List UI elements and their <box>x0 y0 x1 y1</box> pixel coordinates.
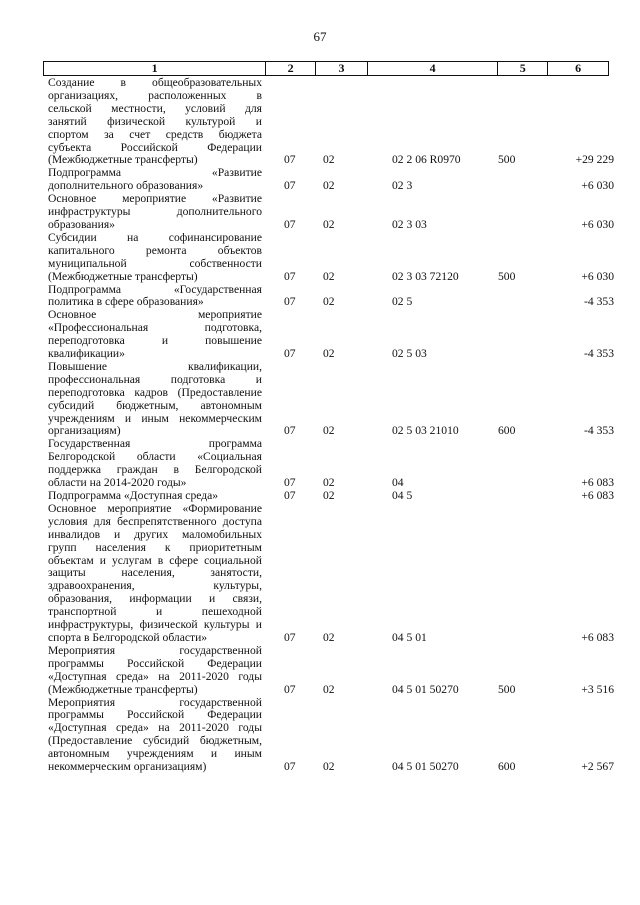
row-subsection: 02 <box>323 347 335 361</box>
header-col-2: 2 <box>266 62 316 75</box>
row-code: 02 5 03 21010 <box>392 424 459 438</box>
row-amount: +6 083 <box>581 489 614 502</box>
row-expense-type: 600 <box>498 424 516 438</box>
row-code: 02 2 06 R0970 <box>392 153 461 167</box>
row-name-line: (Межбюджетные трансферты) <box>48 153 198 167</box>
row-name <box>48 232 262 284</box>
row-code: 04 5 01 50270 <box>392 682 459 696</box>
row-code: 02 3 03 72120 <box>392 269 459 283</box>
header-col-6: 6 <box>575 61 582 75</box>
row-name-line: спорта в Белгородской области» <box>48 630 208 644</box>
row-name <box>48 490 262 503</box>
row-expense-type: 500 <box>498 682 516 696</box>
row-amount: +2 567 <box>581 760 614 774</box>
table-row <box>0 167 640 193</box>
row-amount: +6 083 <box>581 476 614 490</box>
table-row <box>0 490 640 503</box>
row-name-line: автономным учреждениям и иным <box>48 747 262 761</box>
row-name <box>48 284 262 310</box>
row-name-line: переподготовка кадров (Предоставление <box>48 385 262 399</box>
row-subsection: 02 <box>323 489 335 502</box>
row-name-line: «Профессиональная подготовка, <box>48 321 262 335</box>
row-subsection: 02 <box>323 179 335 193</box>
row-amount: +6 030 <box>581 217 614 231</box>
row-amount: -4 353 <box>584 347 614 361</box>
table-row <box>0 697 640 774</box>
row-code: 04 5 01 <box>392 630 427 644</box>
row-amount: -4 353 <box>584 424 614 438</box>
row-name-line: организациях, расположенных в <box>48 88 262 102</box>
row-name <box>48 645 262 697</box>
row-name-line: области на 2014-2020 годы» <box>48 476 187 490</box>
row-amount: +6 030 <box>581 179 614 193</box>
row-code: 02 3 03 <box>392 217 427 231</box>
row-name-line: Основное мероприятие «Развитие <box>48 192 262 206</box>
row-amount: +29 229 <box>575 153 614 167</box>
row-name-line: Белгородской области «Социальная <box>48 450 262 464</box>
table-row <box>0 284 640 310</box>
row-name-line: Основное мероприятие <box>48 308 262 322</box>
row-name-line: организациям) <box>48 424 121 438</box>
row-amount: +3 516 <box>581 682 614 696</box>
row-name-line: капитального ремонта объектов <box>48 243 262 257</box>
row-name-line: программы Российской Федерации <box>48 708 262 722</box>
row-name-line: субъекта Российской Федерации <box>48 140 262 154</box>
row-amount: +6 030 <box>581 269 614 283</box>
table-row <box>0 361 640 438</box>
row-subsection: 02 <box>323 760 335 774</box>
row-name-line: здравоохранения, культуры, <box>48 579 262 593</box>
table-row <box>0 232 640 284</box>
row-name-line: переподготовка и повышение <box>48 334 262 348</box>
row-name-line: муниципальной собственности <box>48 256 262 270</box>
row-name-line: Подпрограмма «Доступная среда» <box>48 489 219 502</box>
row-code: 04 <box>392 476 404 490</box>
row-name-line: образования» <box>48 217 115 231</box>
row-expense-type: 500 <box>498 153 516 167</box>
row-chapter: 07 <box>284 347 296 361</box>
row-name-line: объектам и услугам в сфере социальной <box>48 553 262 567</box>
row-name-line: образования, информации и связи, <box>48 592 262 606</box>
row-subsection: 02 <box>323 630 335 644</box>
row-chapter: 07 <box>284 489 296 502</box>
row-amount: +6 083 <box>581 630 614 644</box>
header-col-4: 4 <box>368 62 499 75</box>
row-name-line: поддержка граждан в Белгородской <box>48 463 262 477</box>
row-chapter: 07 <box>284 476 296 490</box>
row-name-line: занятий физической культурой и <box>48 114 262 128</box>
row-name-line: Государственная программа <box>48 437 262 451</box>
row-name-line: Подпрограмма «Развитие <box>48 166 262 180</box>
row-code: 02 5 03 <box>392 347 427 361</box>
row-name-line: групп населения к приоритетным <box>48 540 262 554</box>
row-subsection: 02 <box>323 295 335 309</box>
row-name <box>48 697 262 774</box>
row-name-line: дополнительного образования» <box>48 179 204 193</box>
row-name-line: (Межбюджетные трансферты) <box>48 682 198 696</box>
table-row <box>0 503 640 645</box>
table-row <box>0 309 640 361</box>
table-row <box>0 645 640 697</box>
row-name-line: Повышение квалификации, <box>48 359 262 373</box>
row-chapter: 07 <box>284 760 296 774</box>
row-name-line: (Межбюджетные трансферты) <box>48 269 198 283</box>
row-name-line: инфраструктуры дополнительного <box>48 205 262 219</box>
row-name-line: некоммерческим организациям) <box>48 760 207 774</box>
row-name-line: (Предоставление субсидий бюджетным, <box>48 734 262 748</box>
row-amount: -4 353 <box>584 295 614 309</box>
row-name <box>48 193 262 232</box>
row-name-line: Основное мероприятие «Формирование <box>48 501 262 515</box>
row-name-line: Мероприятия государственной <box>48 695 262 709</box>
row-name <box>48 361 262 438</box>
row-chapter: 07 <box>284 682 296 696</box>
row-name-line: программы Российской Федерации <box>48 656 262 670</box>
row-chapter: 07 <box>284 269 296 283</box>
row-chapter: 07 <box>284 217 296 231</box>
row-code: 04 5 01 50270 <box>392 760 459 774</box>
row-name <box>48 438 262 490</box>
row-name <box>48 503 262 645</box>
row-expense-type: 600 <box>498 760 516 774</box>
row-name-line: «Доступная среда» на 2011-2020 годы <box>48 721 262 735</box>
row-name-line: сельской местности, условий для <box>48 101 262 115</box>
row-subsection: 02 <box>323 476 335 490</box>
row-name-line: субсидий бюджетным, автономным <box>48 398 262 412</box>
row-chapter: 07 <box>284 424 296 438</box>
table-row <box>0 77 640 167</box>
row-subsection: 02 <box>323 217 335 231</box>
row-name-line: условия для беспрепятственного доступа <box>48 514 262 528</box>
row-name-line: квалификации» <box>48 347 125 361</box>
row-name-line: Мероприятия государственной <box>48 643 262 657</box>
row-chapter: 07 <box>284 179 296 193</box>
table-body <box>0 77 640 774</box>
row-code: 02 5 <box>392 295 413 309</box>
row-name-line: транспортной и пешеходной <box>48 605 262 619</box>
row-name <box>48 167 262 193</box>
table-header <box>43 61 609 76</box>
row-name <box>48 309 262 361</box>
row-expense-type: 500 <box>498 269 516 283</box>
row-name-line: учреждениям и иным некоммерческим <box>48 411 262 425</box>
row-code: 04 5 <box>392 489 413 502</box>
row-name <box>48 77 262 167</box>
page-number: 67 <box>313 29 327 44</box>
row-name-line: политика в сфере образования» <box>48 295 204 309</box>
row-name-line: спортом за счет средств бюджета <box>48 127 262 141</box>
row-subsection: 02 <box>323 153 335 167</box>
row-name-line: защиты населения, занятости, <box>48 566 262 580</box>
row-name-line: инфраструктуры, физической культуры и <box>48 618 262 632</box>
row-name-line: Подпрограмма «Государственная <box>48 282 262 296</box>
table-row <box>0 193 640 232</box>
row-subsection: 02 <box>323 424 335 438</box>
row-chapter: 07 <box>284 153 296 167</box>
row-chapter: 07 <box>284 295 296 309</box>
row-chapter: 07 <box>284 630 296 644</box>
header-col-1: 1 <box>44 62 266 75</box>
table-row <box>0 438 640 490</box>
header-col-3: 3 <box>316 62 368 75</box>
row-subsection: 02 <box>323 269 335 283</box>
row-name-line: Создание в общеобразовательных <box>48 76 262 89</box>
row-name-line: «Доступная среда» на 2011-2020 годы <box>48 669 262 683</box>
row-subsection: 02 <box>323 682 335 696</box>
row-code: 02 3 <box>392 179 413 193</box>
row-name-line: инвалидов и других маломобильных <box>48 527 262 541</box>
header-col-5: 5 <box>498 62 548 75</box>
row-name-line: профессиональная подготовка и <box>48 372 262 386</box>
row-name-line: Субсидии на софинансирование <box>48 230 262 244</box>
